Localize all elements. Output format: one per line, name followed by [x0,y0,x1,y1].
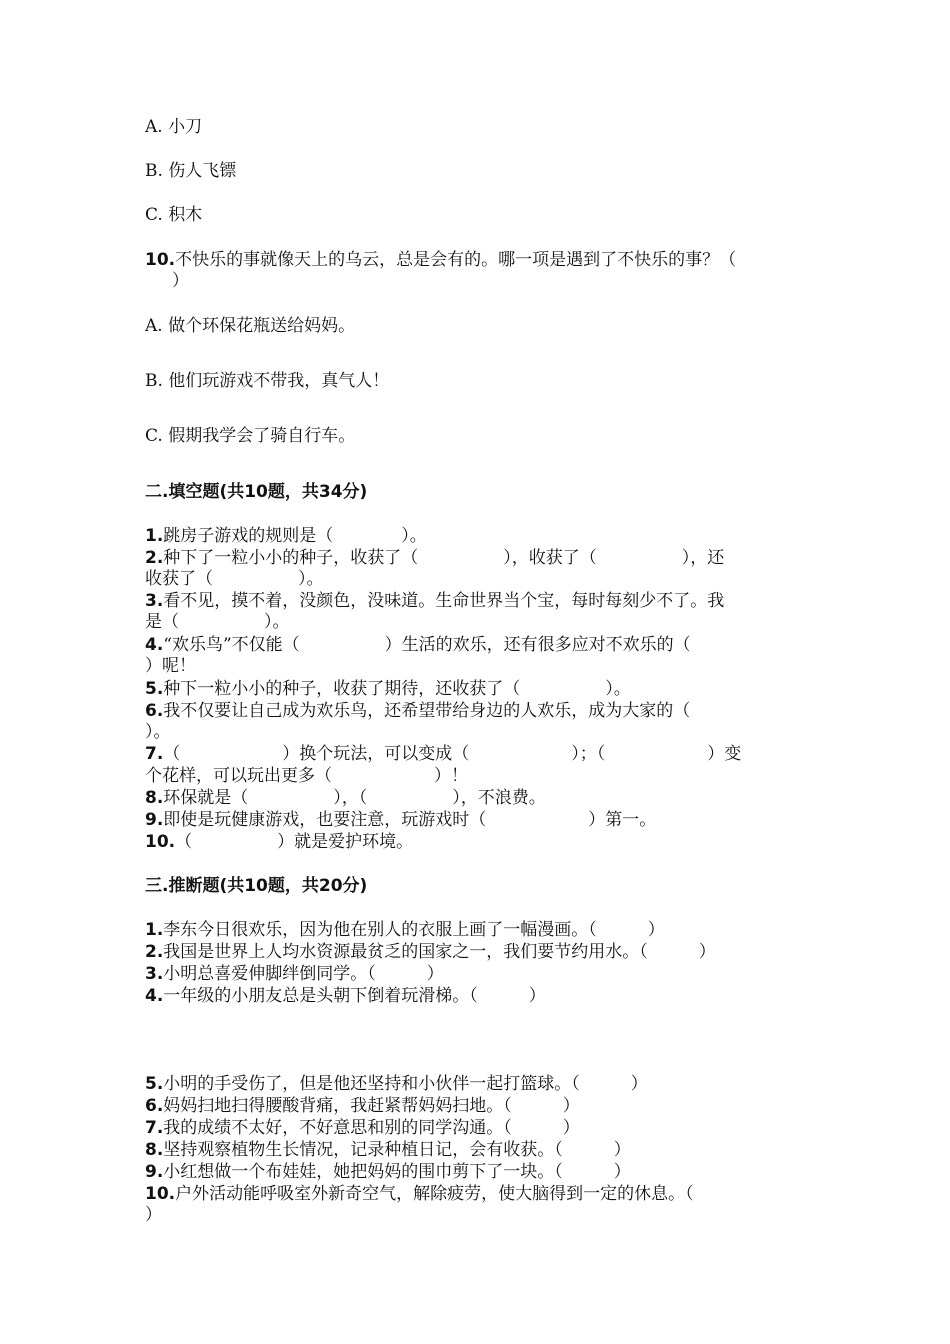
fill-item-7 [145,744,805,765]
item-text: （ ）换个玩法，可以变成（ ）；（ ）变 [163,744,742,764]
item-number: 2. [145,548,164,568]
judge-item-10 [145,1184,805,1205]
item-number: 6. [145,701,164,721]
fill-item-5 [145,679,805,700]
fill-item-7-cont: 个花样，可以玩出更多（ ）！ [145,766,468,786]
item-number: 10. [145,832,176,852]
q10-text: 不快乐的事就像天上的乌云，总是会有的。哪一项是遇到了不快乐的事？（ [175,250,737,270]
judge-item-4 [145,986,805,1007]
fill-item-8 [145,788,805,809]
item-text: 种下了一粒小小的种子，收获了（ ），收获了（ ），还 [163,548,725,568]
fill-item-4-cont: ）呢！ [145,656,196,676]
item-text: 种下一粒小小的种子，收获了期待，还收获了（ ）。 [163,679,631,699]
item-text: “欢乐鸟”不仅能（ ）生活的欢乐，还有很多应对不欢乐的（ [163,635,691,655]
item-text: 李东今日很欢乐，因为他在别人的衣服上画了一幅漫画。（ ） [163,920,665,940]
fill-item-6 [145,701,805,722]
item-text: 我的成绩不太好，不好意思和别的同学沟通。（ ） [163,1118,580,1138]
judge-item-1 [145,920,805,941]
q10-option-a: A. 做个环保花瓶送给妈妈。 [145,316,356,336]
item-number: 1. [145,526,164,546]
q9-option-c: C. 积木 [145,205,203,225]
q9-option-a: A. 小刀 [145,117,203,137]
q10-option-b: B. 他们玩游戏不带我，真气人！ [145,371,390,391]
judge-item-7 [145,1118,805,1139]
q10-line2: ） [172,271,189,291]
item-text: 妈妈扫地扫得腰酸背痛，我赶紧帮妈妈扫地。（ ） [163,1096,580,1116]
item-text: 我国是世界上人均水资源最贫乏的国家之一，我们要节约用水。（ ） [163,942,716,962]
item-text: 看不见，摸不着，没颜色，没味道。生命世界当个宝，每时每刻少不了。我 [163,591,725,611]
fill-item-4 [145,635,805,656]
item-text: 环保就是（ ），（ ），不浪费。 [163,788,546,808]
item-number: 9. [145,1162,164,1182]
section2-heading: 二.填空题(共10题，共34分) [145,482,368,502]
item-text: 小明总喜爱伸脚绊倒同学。（ ） [163,964,444,984]
judge-item-5 [145,1074,805,1095]
item-number: 3. [145,591,164,611]
fill-item-1 [145,526,805,547]
item-number: 1. [145,920,164,940]
item-text: 户外活动能呼吸室外新奇空气，解除疲劳，使大脑得到一定的休息。（ [175,1184,694,1204]
fill-item-9 [145,810,805,831]
judge-item-10-cont: ） [145,1205,162,1225]
fill-item-3 [145,591,805,612]
item-number: 2. [145,942,164,962]
fill-item-3-cont: 是（ ）。 [145,612,290,632]
judge-item-8 [145,1140,805,1161]
item-number: 4. [145,986,164,1006]
item-number: 6. [145,1096,164,1116]
item-text: 即使是玩健康游戏，也要注意，玩游戏时（ ）第一。 [163,810,657,830]
item-text: 小红想做一个布娃娃，她把妈妈的围巾剪下了一块。（ ） [163,1162,631,1182]
q10-line1 [145,250,805,271]
item-number: 8. [145,788,164,808]
item-number: 5. [145,1074,164,1094]
item-number: 7. [145,744,164,764]
item-number: 8. [145,1140,164,1160]
fill-item-2 [145,548,805,569]
q9-option-b: B. 伤人飞镖 [145,161,237,181]
fill-item-10 [145,832,805,853]
item-number: 4. [145,635,164,655]
item-text: 我不仅要让自己成为欢乐鸟，还希望带给身边的人欢乐，成为大家的（ [163,701,691,721]
item-number: 10. [145,1184,176,1204]
fill-item-2-cont: 收获了（ ）。 [145,569,324,589]
fill-item-6-cont: ）。 [145,722,171,742]
section3-heading: 三.推断题(共10题，共20分) [145,876,368,896]
q10-number: 10. [145,250,176,270]
judge-item-9 [145,1162,805,1183]
item-text: 跳房子游戏的规则是（ ）。 [163,526,427,546]
item-number: 5. [145,679,164,699]
judge-item-6 [145,1096,805,1117]
item-number: 9. [145,810,164,830]
item-text: 一年级的小朋友总是头朝下倒着玩滑梯。（ ） [163,986,546,1006]
item-number: 7. [145,1118,164,1138]
q10-option-c: C. 假期我学会了骑自行车。 [145,426,356,446]
item-text: （ ）就是爱护环境。 [175,832,414,852]
item-text: 小明的手受伤了，但是他还坚持和小伙伴一起打篮球。（ ） [163,1074,648,1094]
item-number: 3. [145,964,164,984]
judge-item-2 [145,942,805,963]
item-text: 坚持观察植物生长情况，记录种植日记，会有收获。（ ） [163,1140,631,1160]
judge-item-3 [145,964,805,985]
